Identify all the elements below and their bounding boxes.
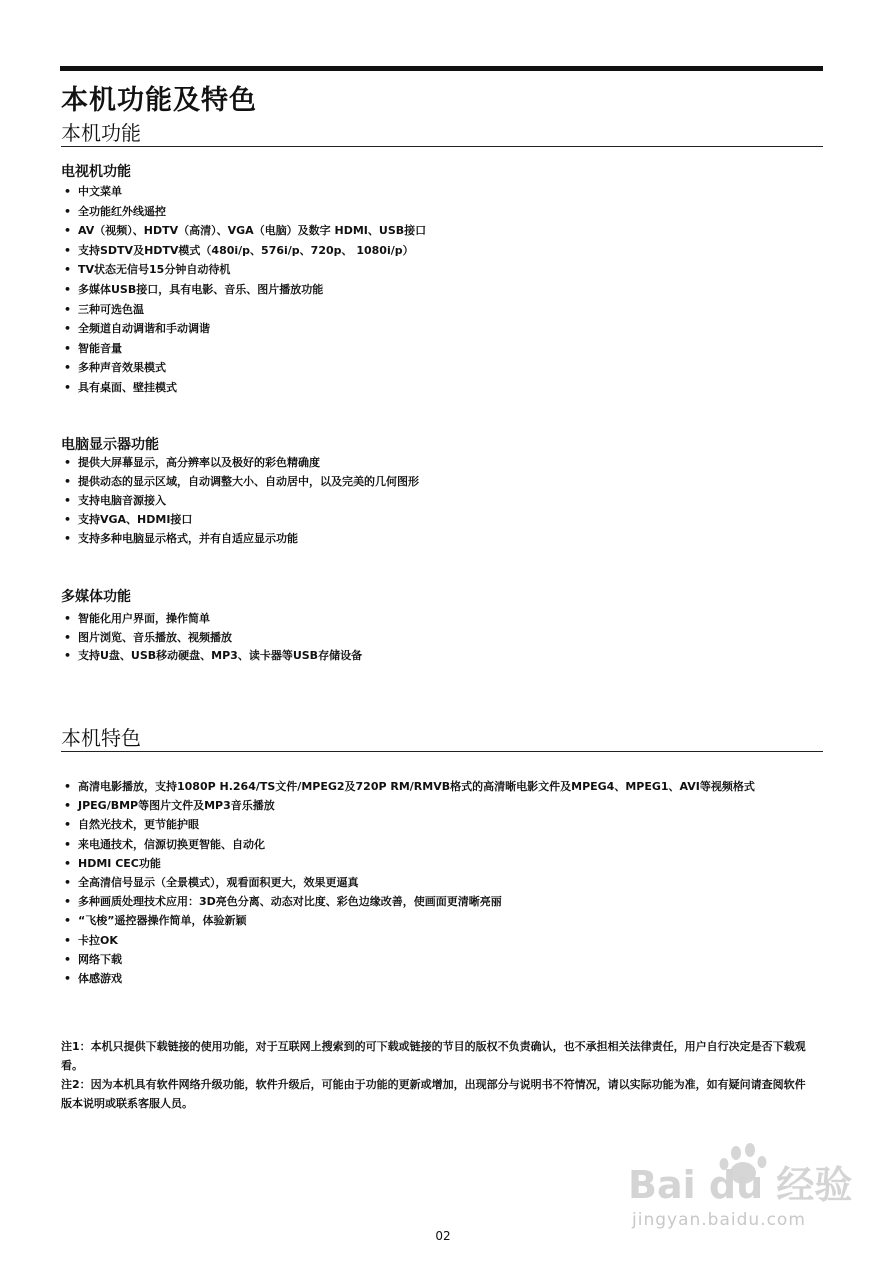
list-item: • 支持VGA、HDMI接口 [64,510,419,529]
list-item: • 来电通技术，信源切换更智能、自动化 [64,835,755,854]
subsection-title-tv: 电视机功能 [61,164,131,180]
list-item: • 多媒体USB接口，具有电影、音乐、图片播放功能 [64,280,426,300]
list-item: • 提供动态的显示区域，自动调整大小、自动居中，以及完美的几何图形 [64,472,419,491]
list-item: • 提供大屏幕显示，高分辨率以及极好的彩色精确度 [64,453,419,472]
subsection-title-pc: 电脑显示器功能 [61,437,159,453]
notes [61,1037,806,1113]
list-item: • 高清电影播放，支持1080P H.264/TS文件/MPEG2及720P RM/RMVB格式的高清晰电影文件及MPEG4、MPEG1、AVI等视频格式 [64,777,755,796]
list-item: • 全功能红外线遥控 [64,202,426,222]
watermark-logo-text: Bai du 经验 [628,1163,853,1207]
list-item: • 自然光技术，更节能护眼 [64,815,755,834]
list-item: • 智能音量 [64,339,426,359]
section-title-features: 本机特色 [61,726,823,752]
list-item: • JPEG/BMP等图片文件及MP3音乐播放 [64,796,755,815]
list-item: • 智能化用户界面，操作简单 [64,610,362,629]
list-item: • 网络下载 [64,950,755,969]
list-item: • AV（视频）、HDTV（高清）、VGA（电脑）及数字 HDMI、USB接口 [64,221,426,241]
note-1: 注1：本机只提供下载链接的使用功能，对于互联网上搜索到的可下载或链接的节目的版权不负责确认，也不承担相关法律责任，用户自行决定是否下载观看。 [61,1040,806,1072]
list-item: • 全高清信号显示（全景模式），观看面积更大，效果更逼真 [64,873,755,892]
note-2: 注2：因为本机具有软件网络升级功能，软件升级后，可能由于功能的更新或增加，出现部分与说明书不符情况，请以实际功能为准，如有疑问请查阅软件版本说明或联系客服人员。 [61,1078,806,1110]
list-item: • 三种可选色温 [64,300,426,320]
list-item: • 支持多种电脑显示格式，并有自适应显示功能 [64,529,419,548]
list-item: • 卡拉OK [64,931,755,950]
list-item: • 多种声音效果模式 [64,358,426,378]
list-item: • 体感游戏 [64,969,755,988]
list-item: • 全频道自动调谐和手动调谐 [64,319,426,339]
list-item: • 多种画质处理技术应用：3D亮色分离、动态对比度、彩色边缘改善，使画面更清晰亮丽 [64,892,755,911]
baidu-watermark-logo [628,1142,853,1207]
list-item: • 支持U盘、USB移动硬盘、MP3、读卡器等USB存储设备 [64,647,362,666]
top-rule [60,66,823,71]
page-number: 02 [435,1229,451,1243]
media-feature-list [64,610,362,666]
watermark-url: jingyan.baidu.com [632,1210,806,1230]
list-item: • 支持电脑音源接入 [64,491,419,510]
product-feature-list [64,777,755,988]
list-item: • “飞梭”遥控器操作简单，体验新颖 [64,911,755,930]
page-title: 本机功能及特色 [61,85,257,116]
list-item: • 中文菜单 [64,182,426,202]
tv-feature-list [64,182,426,398]
list-item: • TV状态无信号15分钟自动待机 [64,260,426,280]
pc-feature-list [64,453,419,548]
section-title-functions: 本机功能 [61,121,823,147]
list-item: • 支持SDTV及HDTV模式（480i/p、576i/p、720p、 1080i/p） [64,241,426,261]
list-item: • HDMI CEC功能 [64,854,755,873]
list-item: • 具有桌面、壁挂模式 [64,378,426,398]
list-item: • 图片浏览、音乐播放、视频播放 [64,629,362,648]
subsection-title-media: 多媒体功能 [61,589,131,605]
